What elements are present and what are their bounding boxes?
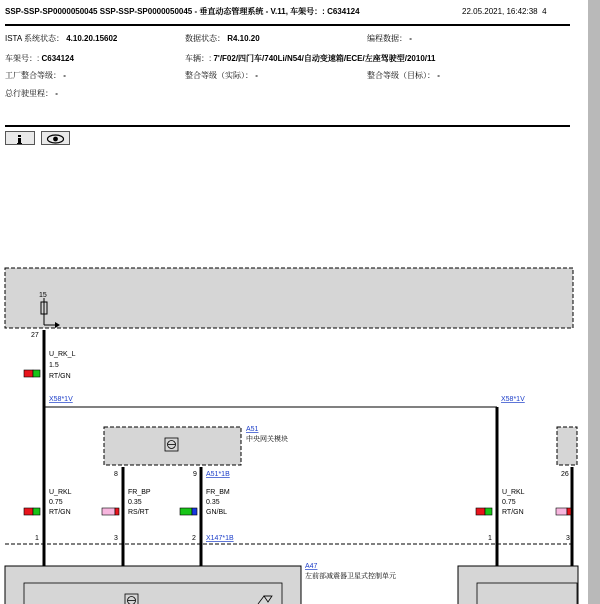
prog-label: 编程数据： xyxy=(367,34,407,43)
data-value: R4.10.20 xyxy=(227,34,260,43)
page-number: 4 xyxy=(542,7,547,16)
bottom-right-pin-1: 1 xyxy=(488,535,492,542)
bottom-connector[interactable]: X147*1B xyxy=(206,535,234,542)
mileage-value: - xyxy=(55,89,58,98)
wire-frbm-size: 0.35 xyxy=(206,499,220,506)
wire-top-size: 1.5 xyxy=(49,362,59,369)
bottom-right-pin-3: 3 xyxy=(566,535,570,542)
connector-x58-right[interactable]: X58*1V xyxy=(501,396,525,403)
wire-color-swatch xyxy=(24,370,40,377)
partial-module-box xyxy=(557,427,577,465)
wire-color-swatch xyxy=(476,508,492,515)
data-label: 数据状态： xyxy=(185,34,225,43)
wire-rkl-left-color: RT/GN xyxy=(49,509,71,516)
right-pin: 26 xyxy=(561,471,569,478)
gateway-pin-left: 8 xyxy=(114,471,118,478)
vertical-scrollbar[interactable] xyxy=(588,0,600,604)
wire-rkl-left-size: 0.75 xyxy=(49,499,63,506)
bottom-pin-2: 2 xyxy=(192,535,196,542)
bottom-pin-3: 3 xyxy=(114,535,118,542)
wire-frbm-color: GN/BL xyxy=(206,509,228,516)
vin-value: C634124 xyxy=(41,54,74,63)
wire-frbp-color: RS/RT xyxy=(128,509,149,516)
connector-x58-left[interactable]: X58*1V xyxy=(49,396,73,403)
gateway-module-box xyxy=(104,427,241,465)
wire-frbp-size: 0.35 xyxy=(128,499,142,506)
page-title: SSP-SSP-SP0000050045 SSP-SSP-SP0000050045 - 垂直动态管理系统 - V.11, 车架号：: C634124 xyxy=(5,7,360,16)
ista-label: ISTA 系统状态： xyxy=(5,34,64,43)
gateway-pin-right: 9 xyxy=(193,471,197,478)
wire-frbp-name: FR_BP xyxy=(128,489,151,496)
prog-value: - xyxy=(409,34,412,43)
gateway-connector[interactable]: A51*1B xyxy=(206,471,230,478)
wire-top-color: RT/GN xyxy=(49,373,71,380)
bottom-pin-1: 1 xyxy=(35,535,39,542)
module-id[interactable]: A47 xyxy=(305,563,318,570)
int-target-label: 整合等级（目标）： xyxy=(367,71,435,80)
module-name: 左前部减震器卫星式控制单元 xyxy=(305,573,396,580)
vehicle-label: 车辆：: xyxy=(185,54,212,63)
wire-color-swatch xyxy=(180,508,197,515)
wire-color-swatch xyxy=(556,508,571,515)
datetime-value: 22.05.2021, 16:42:38 xyxy=(462,7,538,16)
wire-color-swatch xyxy=(24,508,40,515)
vin-label: 车架号：: xyxy=(5,54,40,63)
int-actual-value: - xyxy=(255,71,258,80)
gateway-name: 中央网关模块 xyxy=(246,436,288,443)
wire-rkl-left-name: U_RKL xyxy=(49,489,72,496)
wire-frbm-name: FR_BM xyxy=(206,489,230,496)
partial-damper-module-inner xyxy=(477,583,577,604)
gateway-id[interactable]: A51 xyxy=(246,426,259,433)
factory-label: 工厂整合等级： xyxy=(5,71,61,80)
factory-value: - xyxy=(63,71,66,80)
int-target-value: - xyxy=(437,71,440,80)
int-actual-label: 整合等级（实际）： xyxy=(185,71,253,80)
damper-module-inner xyxy=(24,583,282,604)
wire-top-name: U_RK_L xyxy=(49,351,76,358)
wire-rkl-right-size: 0.75 xyxy=(502,499,516,506)
top-pin: 27 xyxy=(31,332,39,339)
vehicle-value: 7'/F02/四门车/740Li/N54/自动变速箱/ECE/左座驾驶型/2010/11 xyxy=(213,54,436,63)
power-distribution-box xyxy=(5,268,573,328)
wire-color-swatch xyxy=(102,508,119,515)
mileage-label: 总行驶里程： xyxy=(5,89,53,98)
ista-value: 4.10.20.15602 xyxy=(66,34,118,43)
wire-rkl-right-name: U_RKL xyxy=(502,489,525,496)
wire-rkl-right-color: RT/GN xyxy=(502,509,524,516)
fuse-number: 15 xyxy=(39,292,47,299)
